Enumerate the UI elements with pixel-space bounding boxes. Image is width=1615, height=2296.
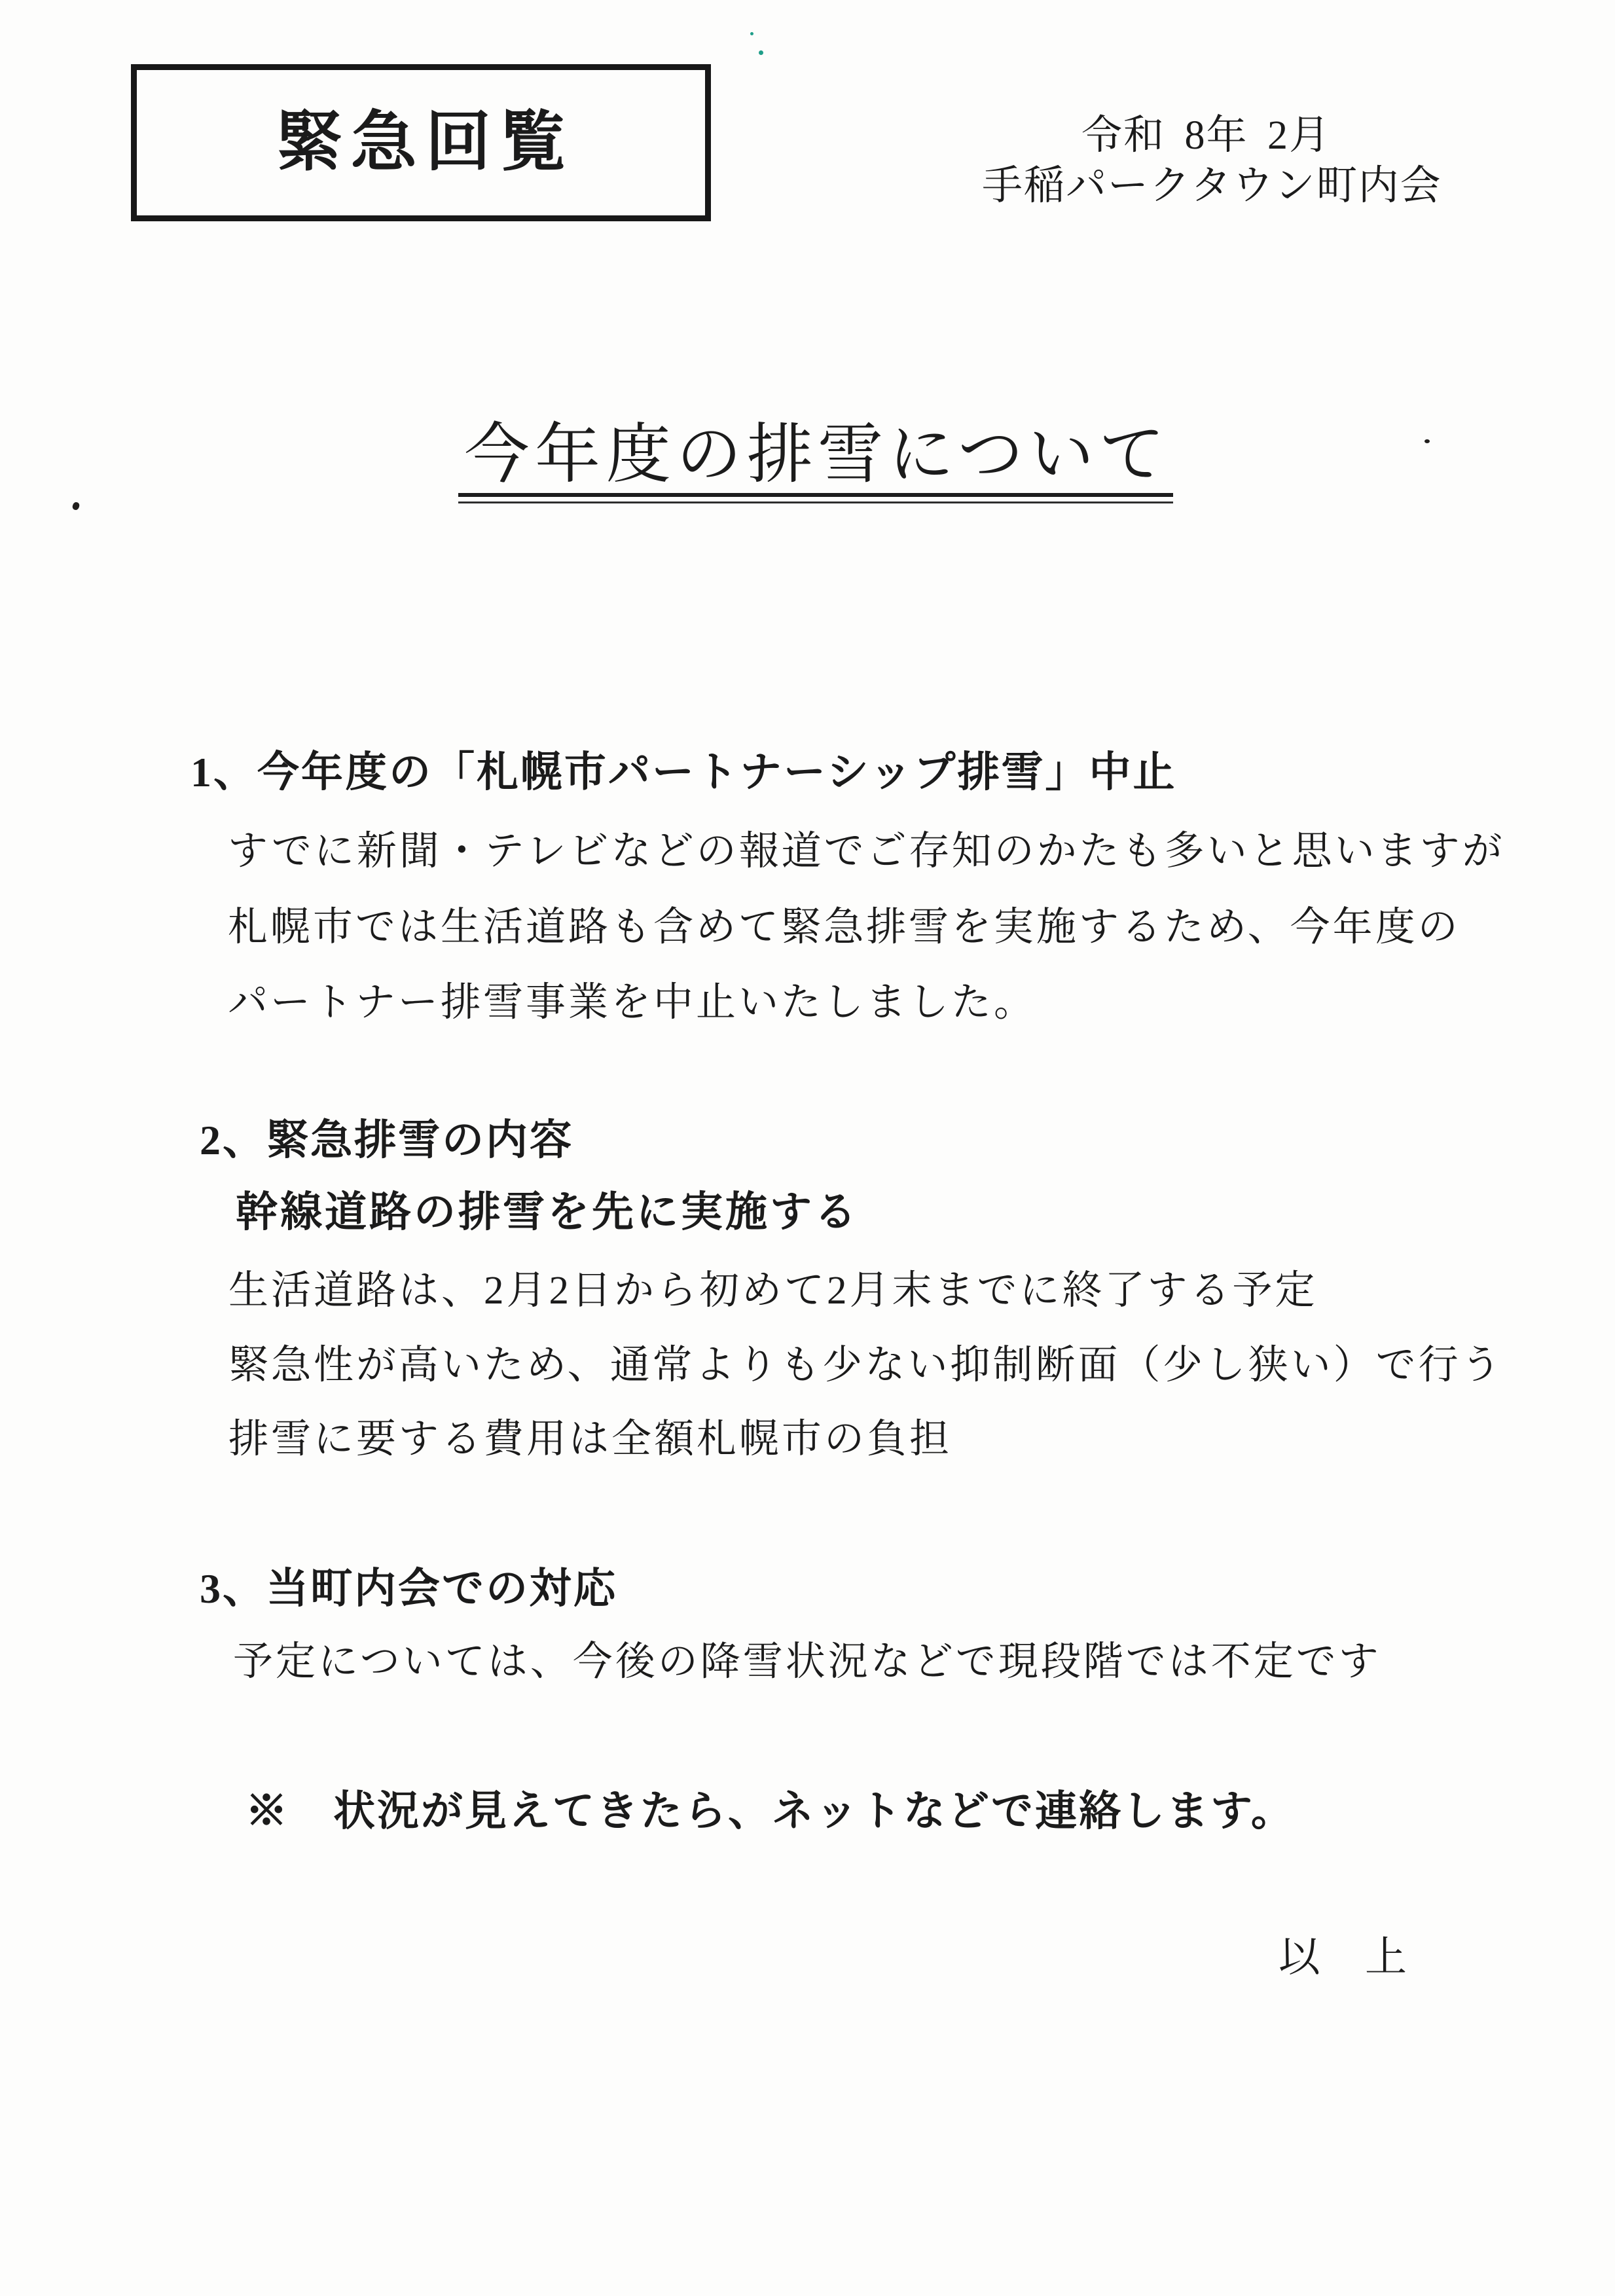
scan-speck-teal-2	[759, 50, 763, 55]
section-1-line-1: すでに新聞・テレビなどの報道でご存知のかたも多いと思いますが	[228, 829, 1505, 873]
section-2-line-3: 排雪に要する費用は全額札幌市の負担	[228, 1417, 953, 1461]
section-3-heading: 3、当町内会での対応	[200, 1565, 617, 1612]
note-line: ※ 状況が見えてきたら、ネットなどで連絡します。	[245, 1788, 1295, 1834]
closing-mark: 以 上	[1279, 1934, 1408, 1980]
emergency-circular-stamp-box	[131, 64, 711, 221]
scan-speck-ink-right	[1424, 439, 1430, 443]
section-1-line-2: 札幌市では生活道路も含めて緊急排雪を実施するため、今年度の	[228, 905, 1461, 949]
section-2-heading: 2、緊急排雪の内容	[200, 1117, 573, 1163]
section-2-subheading: 幹線道路の排雪を先に実施する	[236, 1189, 859, 1235]
section-1-line-3: パートナー排雪事業を中止いたしました。	[228, 981, 1037, 1025]
doc-title: 今年度の排雪について	[464, 418, 1170, 491]
doc-date: 令和 8年 2月	[1081, 113, 1332, 158]
doc-organization: 手稲パークタウン町内会	[982, 164, 1442, 208]
section-3-line-1: 予定については、今後の降雪状況などで現段階では不定です	[233, 1640, 1381, 1684]
section-2-line-2: 緊急性が高いため、通常よりも少ない抑制断面（少し狭い）で行う	[228, 1343, 1504, 1387]
section-2-line-1: 生活道路は、2月2日から初めて2月末までに終了する予定	[228, 1269, 1318, 1313]
title-underline-thin	[458, 501, 1173, 503]
title-underline-thick	[458, 493, 1173, 497]
section-1-heading: 1、今年度の「札幌市パートナーシップ排雪」中止	[191, 749, 1177, 795]
emergency-circular-stamp-label: 緊急回覧	[276, 106, 575, 179]
scan-speck-teal-1	[750, 32, 753, 35]
scan-speck-ink-left	[71, 501, 81, 511]
